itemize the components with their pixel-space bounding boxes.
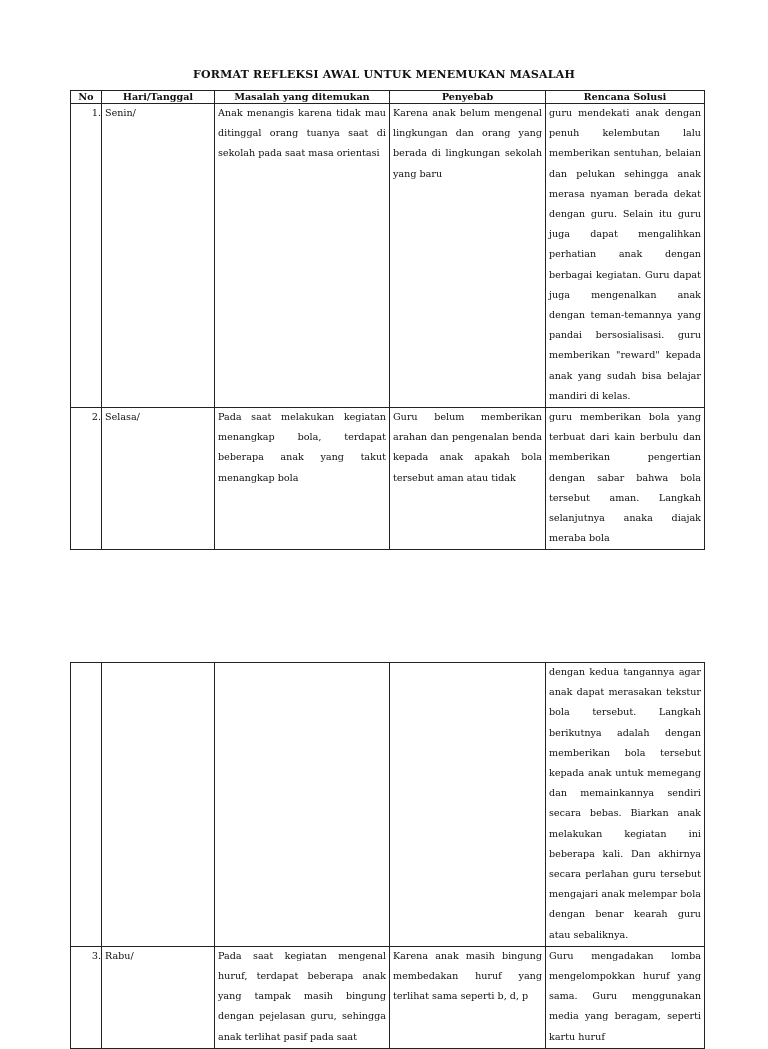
- row-solution: Guru mengadakan lomba mengelompokkan huruf yang sama. Guru menggunakan media yang beragam, seperti kartu huruf: [546, 946, 705, 1048]
- header-day: Hari/Tanggal: [102, 91, 215, 104]
- row-number: [71, 663, 102, 947]
- header-problem: Masalah yang ditemukan: [215, 91, 390, 104]
- row-number: 2.: [71, 408, 102, 550]
- row-problem: Anak menangis karena tidak mau ditinggal orang tuanya saat di sekolah pada saat masa orientasi: [215, 104, 390, 408]
- table-row: [71, 663, 705, 947]
- row-day: Selasa/: [102, 408, 215, 550]
- table-header-row: [71, 91, 705, 104]
- table-row: [71, 946, 705, 1048]
- header-cause: Penyebab: [390, 91, 546, 104]
- document-title: FORMAT REFLEKSI AWAL UNTUK MENEMUKAN MASALAH: [192, 68, 576, 81]
- reflection-table: [70, 90, 705, 550]
- row-cause: Karena anak masih bingung membedakan huruf yang terlihat sama seperti b, d, p: [390, 946, 546, 1048]
- row-number: 3.: [71, 946, 102, 1048]
- row-solution-continued: dengan kedua tangannya agar anak dapat merasakan tekstur bola tersebut. Langkah berikutnya adalah dengan memberikan bola tersebut kepada anak untuk memegang dan memainkannya sendiri secara bebas. Biarkan anak melakukan kegiatan ini beberapa kali. Dan akhirnya secara perlahan guru tersebut mengajari anak melempar bola dengan benar kearah guru atau sebaliknya.: [546, 663, 705, 947]
- row-solution: guru mendekati anak dengan penuh kelembutan lalu memberikan sentuhan, belaian dan pelukan sehingga anak merasa nyaman berada dekat dengan guru. Selain itu guru juga dapat mengalihkan perhatian anak dengan berbagai kegiatan. Guru dapat juga mengenalkan anak dengan teman-temannya yang pandai bersosialisasi. guru memberikan "reward" kepada anak yang sudah bisa belajar mandiri di kelas.: [546, 104, 705, 408]
- table-row: [71, 408, 705, 550]
- row-day: Senin/: [102, 104, 215, 408]
- row-number: 1.: [71, 104, 102, 408]
- header-solution: Rencana Solusi: [546, 91, 705, 104]
- reflection-table-continued: [70, 662, 705, 1049]
- row-cause: [390, 663, 546, 947]
- header-no: No: [71, 91, 102, 104]
- row-solution: guru memberikan bola yang terbuat dari kain berbulu dan memberikan pengertian dengan sabar bahwa bola tersebut aman. Langkah selanjutnya anaka diajak meraba bola: [546, 408, 705, 550]
- row-problem: Pada saat kegiatan mengenal huruf, terdapat beberapa anak yang tampak masih bingung dengan pejelasan guru, sehingga anak terlihat pasif pada saat: [215, 946, 390, 1048]
- row-problem: [215, 663, 390, 947]
- row-day: Rabu/: [102, 946, 215, 1048]
- row-cause: Guru belum memberikan arahan dan pengenalan benda kepada anak apakah bola tersebut aman atau tidak: [390, 408, 546, 550]
- table-row: [71, 104, 705, 408]
- row-cause: Karena anak belum mengenal lingkungan dan orang yang berada di lingkungan sekolah yang baru: [390, 104, 546, 408]
- row-day: [102, 663, 215, 947]
- row-problem: Pada saat melakukan kegiatan menangkap bola, terdapat beberapa anak yang takut menangkap bola: [215, 408, 390, 550]
